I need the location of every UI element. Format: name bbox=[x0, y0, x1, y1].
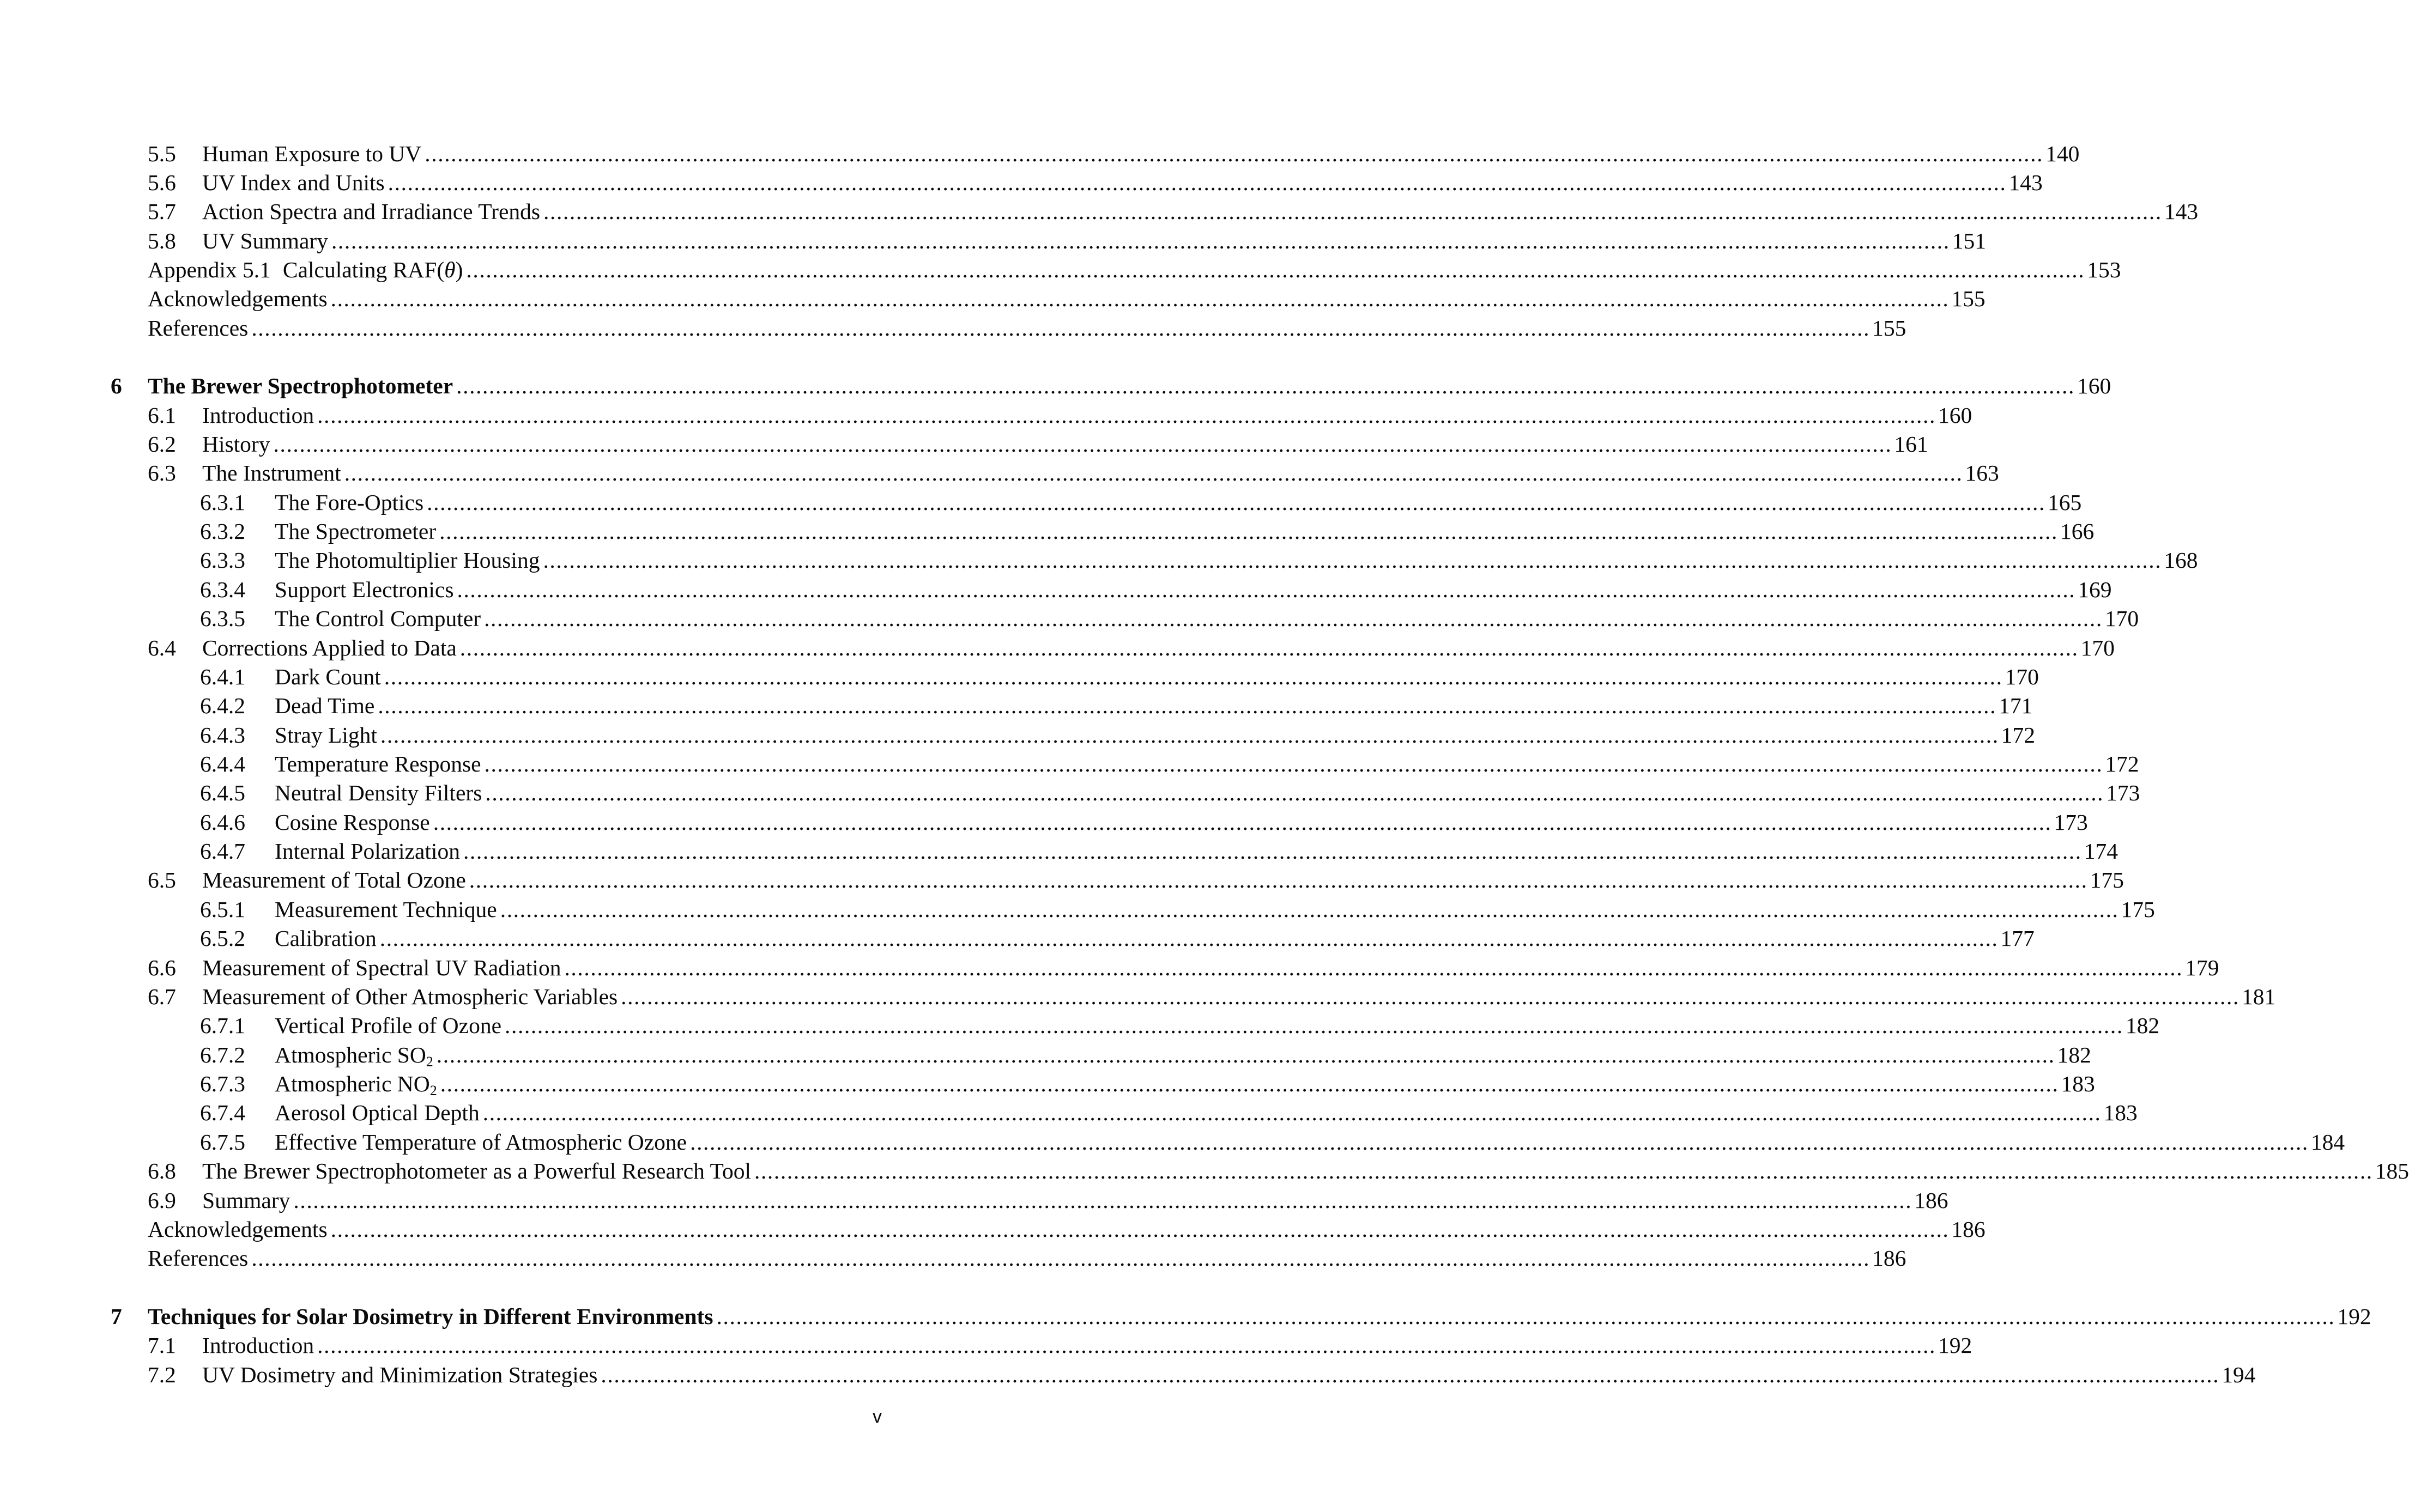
toc-entry bbox=[200, 807, 2088, 837]
appendix-number: Appendix 5.1 bbox=[148, 257, 271, 282]
section-number: 6.1 bbox=[148, 403, 176, 428]
page-number: 186 bbox=[1914, 1188, 1948, 1213]
title-text: Atmospheric NO bbox=[275, 1071, 430, 1096]
section-number: 6.3.4 bbox=[200, 577, 245, 602]
page-number: 165 bbox=[2047, 490, 2082, 515]
dot-leader: ........................................................................................................................................................................................................................................................ bbox=[456, 373, 2075, 398]
entry-title: The Brewer Spectrophotometer as a Powerful Research Tool bbox=[202, 1158, 751, 1183]
dot-leader: ........................................................................................................................................................................................................................................................ bbox=[564, 955, 2183, 980]
chapter-title: Techniques for Solar Dosimetry in Different Environments bbox=[148, 1304, 713, 1329]
entry-title: Calibration bbox=[275, 926, 377, 951]
page-number: 183 bbox=[2061, 1071, 2095, 1096]
page-number: 182 bbox=[2057, 1042, 2091, 1067]
dot-leader: ........................................................................................................................................................................................................................................................ bbox=[433, 810, 2052, 835]
toc-entry bbox=[148, 138, 2080, 169]
entry-title: Corrections Applied to Data bbox=[202, 635, 457, 660]
dot-leader: ........................................................................................................................................................................................................................................................ bbox=[469, 867, 2088, 892]
toc-entry bbox=[148, 313, 1906, 343]
dot-leader: ........................................................................................................................................................................................................................................................ bbox=[384, 664, 2003, 689]
entry-title bbox=[283, 254, 463, 285]
dot-leader: ........................................................................................................................................................................................................................................................ bbox=[601, 1362, 2220, 1387]
toc-entry bbox=[148, 167, 2043, 198]
section-number: 6.5 bbox=[148, 867, 176, 892]
dot-leader: ........................................................................................................................................................................................................................................................ bbox=[484, 751, 2103, 776]
toc-entry bbox=[200, 720, 2035, 750]
toc-entry bbox=[148, 1243, 1906, 1273]
section-number: 6.4.3 bbox=[200, 722, 245, 748]
entry-title: Internal Polarization bbox=[275, 839, 460, 864]
entry-title: Acknowledgements bbox=[148, 1217, 328, 1242]
section-number: 6.2 bbox=[148, 432, 176, 457]
entry-title: Cosine Response bbox=[275, 810, 430, 835]
entry-title: The Control Computer bbox=[275, 606, 481, 631]
page-number: 143 bbox=[2008, 170, 2043, 195]
section-number: 7.1 bbox=[148, 1333, 176, 1358]
page-number: 181 bbox=[2241, 984, 2276, 1009]
page-folio: v bbox=[873, 1406, 882, 1427]
entry-title: Support Electronics bbox=[275, 577, 454, 602]
toc-entry bbox=[200, 894, 2155, 925]
toc-entry bbox=[200, 661, 2039, 692]
dot-leader: ........................................................................................................................................................................................................................................................ bbox=[463, 839, 2082, 864]
page-number: 168 bbox=[2164, 548, 2198, 573]
dot-leader: ........................................................................................................................................................................................................................................................ bbox=[436, 1042, 2055, 1067]
dot-leader: ........................................................................................................................................................................................................................................................ bbox=[317, 403, 1936, 428]
title-suffix: ) bbox=[455, 257, 463, 282]
section-number: 6.3.2 bbox=[200, 519, 245, 544]
entry-title: Effective Temperature of Atmospheric Ozone bbox=[275, 1130, 687, 1155]
toc-entry bbox=[148, 196, 2199, 227]
entry-title: References bbox=[148, 1246, 249, 1271]
section-number: 5.8 bbox=[148, 228, 176, 253]
toc-entry bbox=[148, 400, 1972, 430]
chapter-number: 6 bbox=[111, 373, 122, 398]
toc-entry bbox=[200, 1127, 2345, 1157]
dot-leader: ........................................................................................................................................................................................................................................................ bbox=[482, 1100, 2102, 1125]
dot-leader: ........................................................................................................................................................................................................................................................ bbox=[331, 228, 1950, 253]
entry-title bbox=[275, 1068, 437, 1099]
toc-entry bbox=[200, 1010, 2160, 1041]
dot-leader: ........................................................................................................................................................................................................................................................ bbox=[251, 1246, 1871, 1271]
page-number: 177 bbox=[2000, 926, 2035, 951]
page-number: 179 bbox=[2185, 955, 2219, 980]
dot-leader: ........................................................................................................................................................................................................................................................ bbox=[459, 635, 2079, 660]
dot-leader: ........................................................................................................................................................................................................................................................ bbox=[484, 606, 2103, 631]
toc-entry bbox=[200, 1097, 2138, 1128]
section-number: 6.7.4 bbox=[200, 1100, 245, 1125]
dot-leader: ........................................................................................................................................................................................................................................................ bbox=[457, 577, 2076, 602]
entry-title: Temperature Response bbox=[275, 751, 481, 776]
page-number: 172 bbox=[2105, 751, 2139, 776]
section-number: 6.3.3 bbox=[200, 548, 245, 573]
section-number: 6.6 bbox=[148, 955, 176, 980]
dot-leader: ........................................................................................................................................................................................................................................................ bbox=[543, 199, 2162, 224]
entry-title: Vertical Profile of Ozone bbox=[275, 1013, 501, 1038]
dot-leader: ........................................................................................................................................................................................................................................................ bbox=[543, 548, 2162, 573]
toc-entry bbox=[148, 458, 1999, 488]
toc-entry bbox=[148, 429, 1928, 459]
section-number: 6.4.6 bbox=[200, 810, 245, 835]
page-number: 192 bbox=[1938, 1333, 1972, 1358]
section-number: 6.4.7 bbox=[200, 839, 245, 864]
page-number: 153 bbox=[2087, 257, 2121, 282]
page-number: 169 bbox=[2078, 577, 2112, 602]
entry-title: Measurement of Spectral UV Radiation bbox=[202, 955, 561, 980]
dot-leader: ........................................................................................................................................................................................................................................................ bbox=[293, 1188, 1912, 1213]
dot-leader: ........................................................................................................................................................................................................................................................ bbox=[440, 1071, 2059, 1096]
dot-leader: ........................................................................................................................................................................................................................................................ bbox=[716, 1304, 2335, 1329]
section-number: 7.2 bbox=[148, 1362, 176, 1387]
entry-title: The Photomultiplier Housing bbox=[275, 548, 540, 573]
dot-leader: ........................................................................................................................................................................................................................................................ bbox=[273, 432, 1892, 457]
page-number: 186 bbox=[1872, 1246, 1906, 1271]
entry-title: Measurement of Other Atmospheric Variables bbox=[202, 984, 618, 1009]
toc-entry bbox=[148, 1330, 1972, 1361]
entry-title: Introduction bbox=[202, 1333, 314, 1358]
dot-leader: ........................................................................................................................................................................................................................................................ bbox=[690, 1130, 2309, 1155]
toc-entry bbox=[148, 981, 2276, 1012]
toc-entry bbox=[200, 923, 2035, 954]
toc-chapter bbox=[148, 1301, 2371, 1332]
page-number: 183 bbox=[2103, 1100, 2138, 1125]
theta-symbol: θ bbox=[444, 257, 456, 282]
section-number: 6.7.1 bbox=[200, 1013, 245, 1038]
page-number: 194 bbox=[2222, 1362, 2256, 1387]
entry-title: Action Spectra and Irradiance Trends bbox=[202, 199, 541, 224]
section-number: 6.7.3 bbox=[200, 1071, 245, 1096]
page-number: 155 bbox=[1951, 286, 1986, 311]
page-number: 170 bbox=[2104, 606, 2139, 631]
title-text: Atmospheric SO bbox=[275, 1042, 426, 1067]
section-number: 6.4 bbox=[148, 635, 176, 660]
dot-leader: ........................................................................................................................................................................................................................................................ bbox=[251, 315, 1871, 341]
entry-title: History bbox=[202, 432, 270, 457]
dot-leader: ........................................................................................................................................................................................................................................................ bbox=[427, 490, 2045, 515]
toc-chapter bbox=[148, 371, 2111, 401]
page-number: 160 bbox=[1938, 403, 1972, 428]
entry-title: UV Dosimetry and Minimization Strategies bbox=[202, 1362, 598, 1387]
page-number: 184 bbox=[2310, 1130, 2345, 1155]
chapter-title: The Brewer Spectrophotometer bbox=[148, 373, 453, 398]
entry-title: The Instrument bbox=[202, 460, 341, 485]
toc-entry bbox=[200, 690, 2033, 721]
section-number: 6.5.2 bbox=[200, 926, 245, 951]
section-number: 6.7.2 bbox=[200, 1042, 245, 1067]
dot-leader: ........................................................................................................................................................................................................................................................ bbox=[621, 984, 2239, 1009]
page-number: 151 bbox=[1952, 228, 1987, 253]
entry-title: Human Exposure to UV bbox=[202, 141, 422, 166]
page-number: 166 bbox=[2060, 519, 2095, 544]
entry-title bbox=[275, 1040, 433, 1070]
section-number: 6.3.1 bbox=[200, 490, 245, 515]
page-number: 185 bbox=[2375, 1158, 2409, 1183]
page-number: 173 bbox=[2106, 780, 2140, 805]
page-number: 143 bbox=[2164, 199, 2199, 224]
toc-entry bbox=[148, 1359, 2256, 1390]
page-number: 174 bbox=[2084, 839, 2119, 864]
toc-entry bbox=[200, 836, 2119, 866]
section-number: 6.4.1 bbox=[200, 664, 245, 689]
subscript: 2 bbox=[429, 1083, 437, 1098]
page-number: 161 bbox=[1894, 432, 1928, 457]
toc-entry-appendix bbox=[148, 254, 2121, 285]
toc-entry bbox=[148, 952, 2219, 983]
dot-leader: ........................................................................................................................................................................................................................................................ bbox=[505, 1013, 2123, 1038]
toc-entry bbox=[148, 1185, 1948, 1216]
dot-leader: ........................................................................................................................................................................................................................................................ bbox=[388, 170, 2007, 195]
dot-leader: ........................................................................................................................................................................................................................................................ bbox=[330, 286, 1950, 311]
section-number: 6.5.1 bbox=[200, 897, 245, 922]
entry-title: Aerosol Optical Depth bbox=[275, 1100, 480, 1125]
dot-leader: ........................................................................................................................................................................................................................................................ bbox=[425, 141, 2044, 166]
toc-entry bbox=[200, 487, 2082, 518]
section-number: 6.4.5 bbox=[200, 780, 245, 805]
page-number: 173 bbox=[2054, 810, 2088, 835]
page-number: 170 bbox=[2080, 635, 2115, 660]
toc-entry bbox=[200, 749, 2139, 779]
chapter-number: 7 bbox=[111, 1304, 122, 1329]
page-number: 140 bbox=[2045, 141, 2080, 166]
section-number: 5.5 bbox=[148, 141, 176, 166]
toc-entry bbox=[200, 603, 2139, 634]
section-number: 6.7.5 bbox=[200, 1130, 245, 1155]
section-number: 6.4.4 bbox=[200, 751, 245, 776]
dot-leader: ........................................................................................................................................................................................................................................................ bbox=[330, 1217, 1950, 1242]
toc-entry bbox=[200, 545, 2198, 575]
page-number: 182 bbox=[2125, 1013, 2160, 1038]
toc-entry bbox=[200, 516, 2095, 546]
dot-leader: ........................................................................................................................................................................................................................................................ bbox=[317, 1333, 1936, 1358]
section-number: 6.3.5 bbox=[200, 606, 245, 631]
subscript: 2 bbox=[426, 1054, 433, 1070]
toc-entry bbox=[148, 1214, 1986, 1244]
toc-entry bbox=[148, 226, 1987, 256]
section-number: 6.4.2 bbox=[200, 693, 245, 718]
entry-title: Stray Light bbox=[275, 722, 377, 748]
page-number: 175 bbox=[2090, 867, 2124, 892]
page-number: 163 bbox=[1965, 460, 1999, 485]
page-number: 175 bbox=[2121, 897, 2155, 922]
section-number: 6.8 bbox=[148, 1158, 176, 1183]
entry-title: Acknowledgements bbox=[148, 286, 328, 311]
dot-leader: ........................................................................................................................................................................................................................................................ bbox=[378, 693, 1997, 718]
dot-leader: ........................................................................................................................................................................................................................................................ bbox=[754, 1158, 2373, 1183]
page-number: 172 bbox=[2001, 722, 2035, 748]
title-prefix: Calculating RAF( bbox=[282, 257, 445, 282]
toc-entry bbox=[148, 283, 1986, 314]
section-number: 5.7 bbox=[148, 199, 176, 224]
dot-leader: ........................................................................................................................................................................................................................................................ bbox=[344, 460, 1963, 485]
entry-title: The Spectrometer bbox=[275, 519, 437, 544]
page-number: 155 bbox=[1872, 315, 1906, 341]
toc-entry bbox=[200, 1040, 2091, 1070]
toc-entry bbox=[148, 1156, 2409, 1186]
toc-entry bbox=[148, 865, 2124, 895]
page-number: 171 bbox=[1999, 693, 2033, 718]
entry-title: Neutral Density Filters bbox=[275, 780, 482, 805]
page-number: 160 bbox=[2077, 373, 2111, 398]
entry-title: Measurement Technique bbox=[275, 897, 497, 922]
toc-entry bbox=[200, 574, 2112, 605]
toc-entry bbox=[148, 633, 2115, 663]
entry-title: Measurement of Total Ozone bbox=[202, 867, 466, 892]
page-number: 170 bbox=[2005, 664, 2039, 689]
section-number: 6.9 bbox=[148, 1188, 176, 1213]
dot-leader: ........................................................................................................................................................................................................................................................ bbox=[379, 926, 1999, 951]
section-number: 6.3 bbox=[148, 460, 176, 485]
toc-entry bbox=[200, 778, 2140, 808]
entry-title: Dead Time bbox=[275, 693, 375, 718]
toc-entry bbox=[200, 1068, 2095, 1099]
page-number: 192 bbox=[2337, 1304, 2371, 1329]
entry-title: The Fore-Optics bbox=[275, 490, 424, 515]
dot-leader: ........................................................................................................................................................................................................................................................ bbox=[380, 722, 1999, 748]
entry-title: References bbox=[148, 315, 249, 341]
dot-leader: ........................................................................................................................................................................................................................................................ bbox=[439, 519, 2058, 544]
entry-title: Summary bbox=[202, 1188, 290, 1213]
section-number: 5.6 bbox=[148, 170, 176, 195]
entry-title: Introduction bbox=[202, 403, 314, 428]
dot-leader: ........................................................................................................................................................................................................................................................ bbox=[466, 257, 2085, 282]
dot-leader: ........................................................................................................................................................................................................................................................ bbox=[485, 780, 2104, 805]
entry-title: Dark Count bbox=[275, 664, 381, 689]
entry-title: UV Index and Units bbox=[202, 170, 385, 195]
dot-leader: ........................................................................................................................................................................................................................................................ bbox=[500, 897, 2119, 922]
entry-title: UV Summary bbox=[202, 228, 328, 253]
page-number: 186 bbox=[1951, 1217, 1986, 1242]
section-number: 6.7 bbox=[148, 984, 176, 1009]
